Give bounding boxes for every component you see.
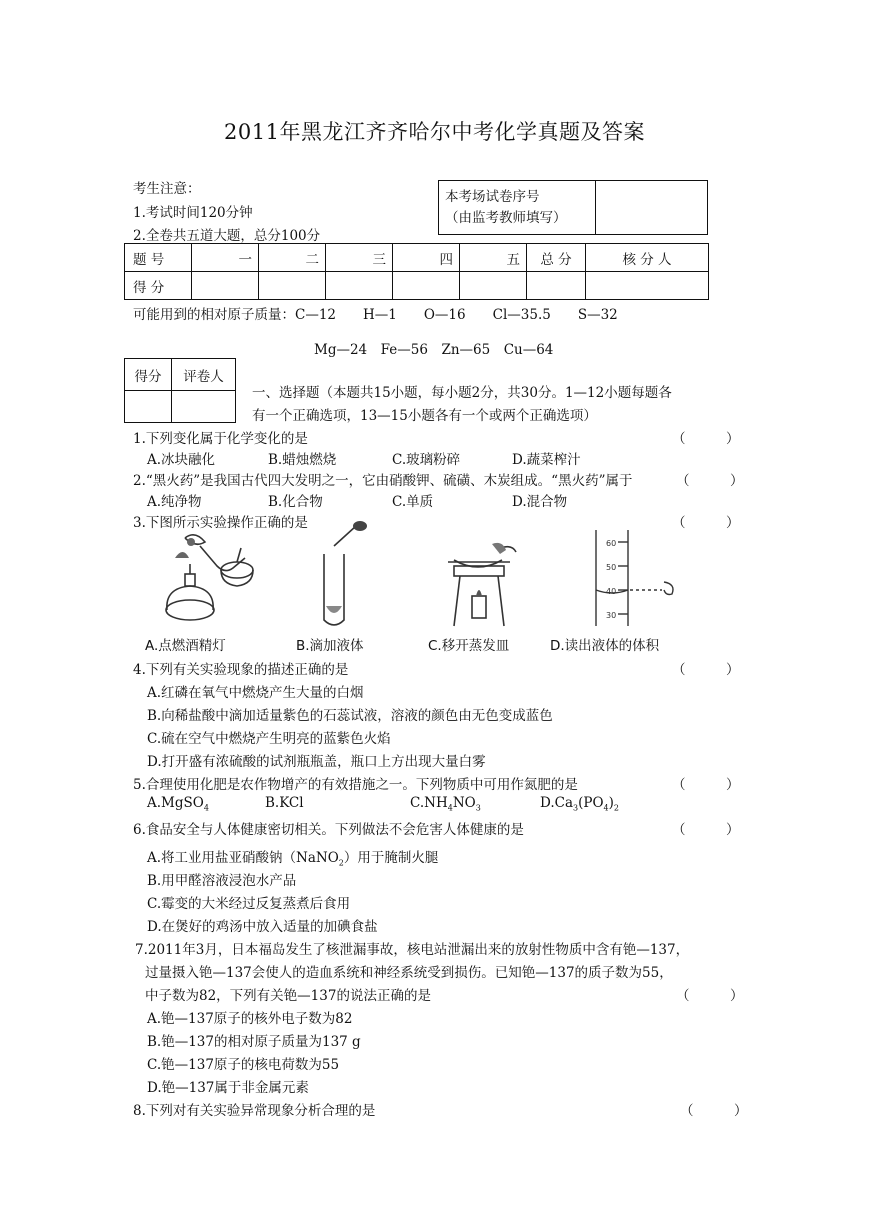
q5-answer-blank[interactable]: （ ） <box>672 777 740 793</box>
q7-option-b: B.铯—137的相对原子质量为137 g <box>147 1034 361 1050</box>
q2-option-d: D.混合物 <box>512 494 568 510</box>
q3-caption-d: D.读出液体的体积 <box>550 638 660 654</box>
evaporating-dish-figure <box>440 540 520 630</box>
notice-line-2: 2.全卷共五道大题，总分100分 <box>133 228 321 244</box>
notice-heading: 考生注意： <box>133 181 201 197</box>
q5-option-c: $C.NH_4NO_3$ <box>410 795 481 813</box>
seat-number-box <box>438 180 708 235</box>
atomic-mass-line-2: Mg—24 Fe—56 Zn—65 Cu—64 <box>314 342 554 358</box>
q1-stem: 1.下列变化属于化学变化的是 <box>133 431 308 447</box>
q3-caption-a: A.点燃酒精灯 <box>145 638 226 654</box>
score-header-total: 总 分 <box>527 244 586 272</box>
score-header-5: 五 <box>460 244 527 272</box>
q4-answer-blank[interactable]: （ ） <box>672 662 740 678</box>
q7-line-3: 中子数为82，下列有关铯—137的说法正确的是 <box>145 988 431 1004</box>
q1-option-d: D.蔬菜榨汁 <box>512 452 581 468</box>
q1-option-c: C.玻璃粉碎 <box>392 452 461 468</box>
score-cell-checker[interactable] <box>586 272 709 300</box>
score-header-2: 二 <box>259 244 326 272</box>
q7-answer-blank[interactable]: （ ） <box>676 988 744 1004</box>
score-cell-5[interactable] <box>460 272 527 300</box>
q4-option-b: B.向稀盐酸中滴加适量紫色的石蕊试液，溶液的颜色由无色变成蓝色 <box>147 708 553 724</box>
grader-score-label: 得分 <box>125 359 172 391</box>
q6-option-a: A.将工业用盐亚硝酸钠（NaNO$_2$）用于腌制火腿 <box>147 850 439 868</box>
q3-stem: 3.下图所示实验操作正确的是 <box>133 515 308 531</box>
q6-option-c: C.霉变的大米经过反复蒸煮后食用 <box>147 896 351 912</box>
score-header-label: 题 号 <box>125 244 192 272</box>
section-1-note: 有一个正确选项，13—15小题各有一个或两个正确选项） <box>252 408 597 424</box>
q5-stem: 5.合理使用化肥是农作物增产的有效措施之一。下列物质中可用作氮肥的是 <box>133 777 578 793</box>
grader-score-field[interactable] <box>125 391 172 423</box>
q7-option-a: A.铯—137原子的核外电子数为82 <box>147 1011 353 1027</box>
q2-answer-blank[interactable]: （ ） <box>676 473 744 489</box>
score-header-checker: 核 分 人 <box>586 244 709 272</box>
graduated-cylinder-figure <box>588 530 683 630</box>
score-cell-1[interactable] <box>192 272 259 300</box>
q7-option-c: C.铯—137原子的核电荷数为55 <box>147 1057 340 1073</box>
q6-option-b: B.用甲醛溶液浸泡水产品 <box>147 873 297 889</box>
score-cell-4[interactable] <box>393 272 460 300</box>
q6-stem: 6.食品安全与人体健康密切相关。下列做法不会危害人体健康的是 <box>133 822 524 838</box>
q1-option-b: B.蜡烛燃烧 <box>268 452 337 468</box>
q5-option-a: A.MgSO$_4$ <box>147 795 209 813</box>
q1-option-a: A.冰块融化 <box>147 452 216 468</box>
q3-answer-blank[interactable]: （ ） <box>672 515 740 531</box>
grader-name-field[interactable] <box>172 391 236 423</box>
cylinder-tick-50: 50 <box>606 563 617 572</box>
section-1-heading: 一、选择题（本题共15小题，每小题2分，共30分。1—12小题每题各 <box>252 385 672 401</box>
q4-option-d: D.打开盛有浓硫酸的试剂瓶瓶盖，瓶口上方出现大量白雾 <box>147 754 486 770</box>
q3-caption-c: C.移开蒸发皿 <box>428 638 510 654</box>
page-title: 2011年黑龙江齐齐哈尔中考化学真题及答案 <box>224 120 645 144</box>
q3-caption-b: B.滴加液体 <box>296 638 364 654</box>
dropper-test-tube-figure <box>312 520 372 630</box>
score-row-label: 得 分 <box>125 272 192 300</box>
score-cell-2[interactable] <box>259 272 326 300</box>
score-cell-3[interactable] <box>326 272 393 300</box>
cylinder-tick-60: 60 <box>606 539 617 548</box>
q7-option-d: D.铯—137属于非金属元素 <box>147 1080 309 1096</box>
q4-stem: 4.下列有关实验现象的描述正确的是 <box>133 662 349 678</box>
score-cell-total[interactable] <box>527 272 586 300</box>
grader-box <box>124 358 236 423</box>
notice-line-1: 1.考试时间120分钟 <box>133 205 253 221</box>
grader-name-label: 评卷人 <box>172 359 236 391</box>
q8-stem: 8.下列对有关实验异常现象分析合理的是 <box>133 1103 376 1119</box>
q7-line-1: 7.2011年3月，日本福岛发生了核泄漏事故，核电站泄漏出来的放射性物质中含有铯—137， <box>135 942 690 958</box>
seat-box-label-1: 本考场试卷序号 <box>445 188 540 205</box>
alcohol-lamp-figure <box>155 528 265 628</box>
score-header-3: 三 <box>326 244 393 272</box>
seat-number-field[interactable] <box>596 181 708 235</box>
atomic-mass-line-1: 可能用到的相对原子质量：C—12 H—1 O—16 Cl—35.5 S—32 <box>133 307 618 323</box>
q4-option-c: C.硫在空气中燃烧产生明亮的蓝紫色火焰 <box>147 731 391 747</box>
q7-line-2: 过量摄入铯—137会使人的造血系统和神经系统受到损伤。已知铯—137的质子数为55， <box>145 965 673 981</box>
cylinder-tick-30: 30 <box>606 611 617 620</box>
q8-answer-blank[interactable]: （ ） <box>680 1103 748 1119</box>
q6-option-d: D.在煲好的鸡汤中放入适量的加碘食盐 <box>147 919 378 935</box>
score-header-1: 一 <box>192 244 259 272</box>
q1-answer-blank[interactable]: （ ） <box>672 431 740 447</box>
score-header-4: 四 <box>393 244 460 272</box>
cylinder-tick-40: 40 <box>606 587 617 596</box>
q6-answer-blank[interactable]: （ ） <box>672 822 740 838</box>
score-table <box>124 243 709 300</box>
q5-option-d: $D.Ca_3(PO_4)_2$ <box>540 795 619 813</box>
q4-option-a: A.红磷在氧气中燃烧产生大量的白烟 <box>147 685 364 701</box>
q2-option-b: B.化合物 <box>268 494 323 510</box>
q2-option-c: C.单质 <box>392 494 434 510</box>
q2-option-a: A.纯净物 <box>147 494 202 510</box>
seat-box-label-2: （由监考教师填写） <box>445 209 567 226</box>
q5-option-b: B.KCl <box>265 795 304 811</box>
q2-stem: 2.“黑火药”是我国古代四大发明之一，它由硝酸钾、硫磺、木炭组成。“黑火药”属于 <box>133 473 633 489</box>
